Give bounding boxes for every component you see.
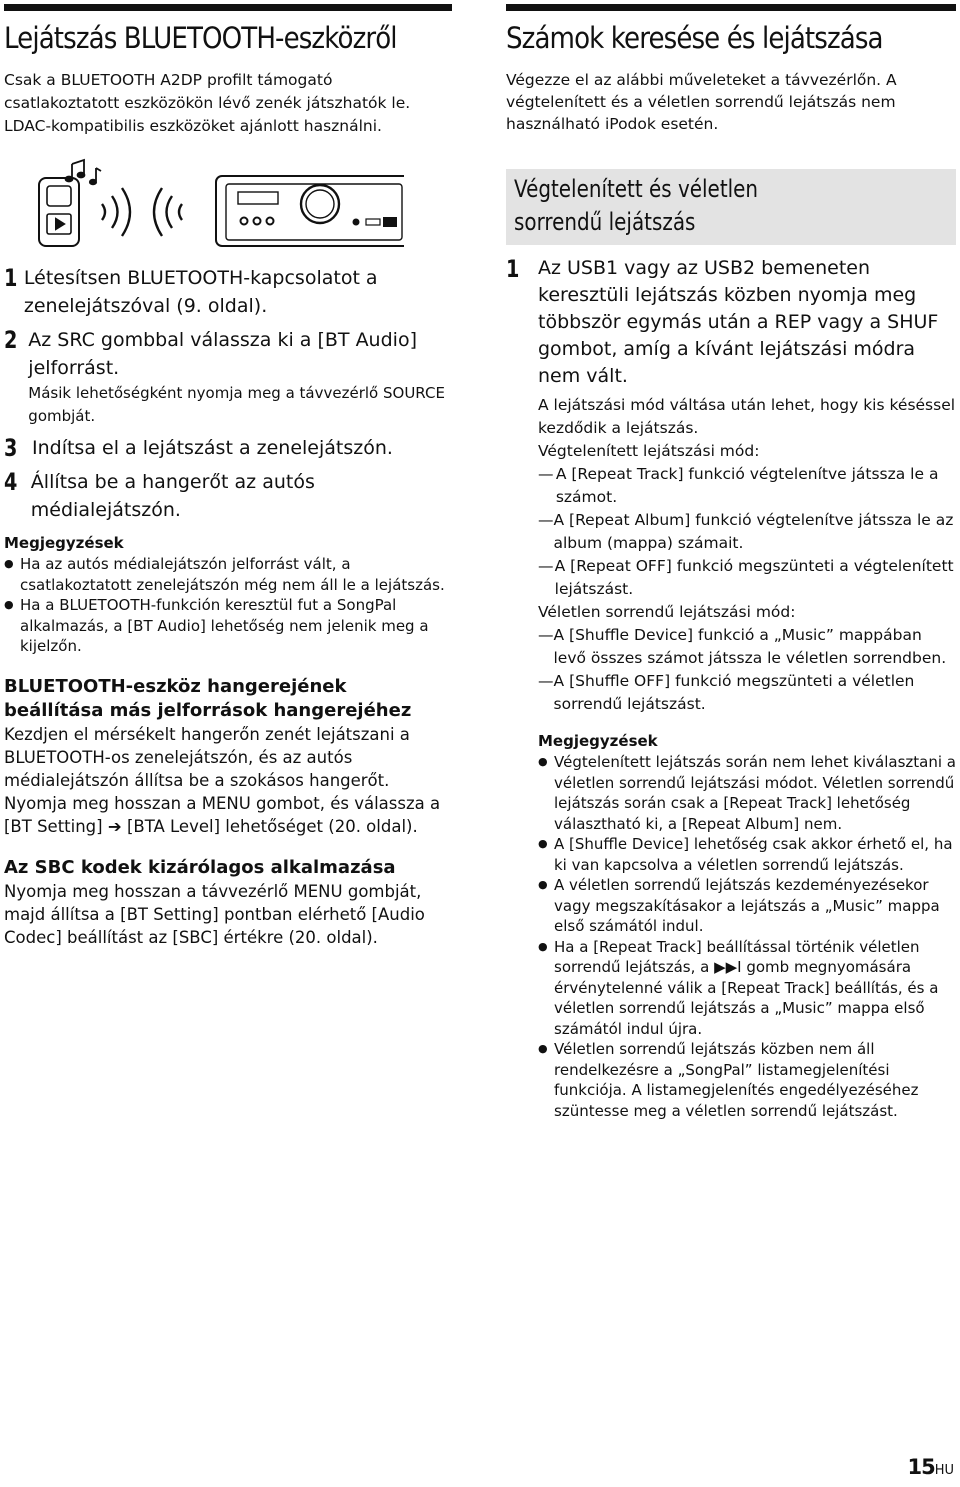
- step-text: Létesítsen BLUETOOTH-kapcsolatot a zenelejátszóval (9. oldal).: [23, 267, 378, 317]
- car-stereo-icon: [216, 176, 404, 246]
- list-item: ● Ha az autós médialejátszón jelforrást vált, a csatlakoztatott zenelejátszón még nem áll le a lejátszás.: [4, 554, 452, 595]
- subsection-heading-line2: sorrendű lejátszás: [514, 208, 696, 236]
- shuffle-mode-title: Véletlen sorrendű lejátszási mód:: [538, 603, 796, 621]
- page-language-suffix: HU: [934, 1463, 954, 1478]
- list-item: — A [Repeat OFF] funkció megszünteti a végtelenített lejátszást.: [538, 555, 956, 601]
- list-item-text: A [Shuffle OFF] funkció megszünteti a véletlen sorrendű lejátszást.: [553, 672, 915, 713]
- signal-waves-icon: [102, 188, 182, 236]
- section-body-sbc: Nyomja meg hosszan a távvezérlő MENU gombját, majd állítsa a [BT Setting] pontban elérhető [Audio Codec] beállítást az [SBC] értékre (20. oldal).: [4, 881, 425, 947]
- section-heading-volume: BLUETOOTH-eszköz hangerejének beállítása más jelforrások hangerejéhez: [4, 675, 412, 721]
- list-item: ● A [Shuffle Device] lehetőség csak akkor érhető el, ha ki van kapcsolva a véletlen sorrendű lejátszás.: [538, 834, 956, 875]
- left-title: Lejátszás BLUETOOTH-eszközről: [4, 21, 397, 55]
- repeat-mode-title: Végtelenített lejátszási mód:: [538, 442, 760, 460]
- step-text: Indítsa el a lejátszást a zenelejátszón.: [32, 437, 393, 459]
- step-3: [4, 434, 452, 462]
- step-subtext: A lejátszási mód váltása után lehet, hogy kis késéssel kezdődik a lejátszás.: [538, 396, 956, 437]
- top-rule-right: [506, 4, 956, 11]
- section-body-volume-2: [4, 792, 452, 838]
- right-column: [506, 0, 956, 1121]
- left-intro: Csak a BLUETOOTH A2DP profilt támogató csatlakoztatott eszközökön lévő zenék játszhatók le. LDAC-kompatibilis eszközöket ajánlott használni.: [4, 71, 411, 135]
- music-player-icon: [39, 178, 79, 246]
- step-1: [4, 264, 452, 320]
- page-number: [907, 1455, 954, 1479]
- step-number: 1: [506, 255, 520, 283]
- list-item: ● Végtelenített lejátszás során nem lehet kiválasztani a véletlen sorrendű lejátszási módot. Véletlen sorrendű lejátszás során csak a [Repeat Track] lehetőség választható ki, a [Repeat Album] nem.: [538, 752, 956, 834]
- right-notes-list: [538, 752, 956, 1121]
- music-note-icon: [66, 160, 102, 184]
- step-text: Az SRC gombbal válassza ki a [BT Audio] jelforrást.: [28, 329, 417, 379]
- subsection-heading-line1: Végtelenített és véletlen: [514, 175, 759, 203]
- step-text: Az USB1 vagy az USB2 bemeneten keresztüli lejátszás közben nyomja meg többször egymás után a REP vagy a SHUF gombot, amíg a kívánt lejátszási módra nem vált.: [538, 257, 939, 387]
- list-item: ● Ha a BLUETOOTH-funkción keresztül fut a SongPal alkalmazás, a [BT Audio] lehetőség nem jelenik meg a kijelzőn.: [4, 595, 452, 657]
- list-item-text: A [Shuffle Device] funkció a „Music” mappában levő összes számot játssza le véletlen sorrendben.: [553, 626, 947, 667]
- step-number: 1: [4, 264, 18, 292]
- body-text: [BTA Level] lehetőséget (20. oldal).: [126, 816, 418, 836]
- list-item: ● Ha a [Repeat Track] beállítással történik véletlen sorrendű lejátszás, a ▶▶I gomb megnyomására érvénytelenné válik a [Repeat Track] beállítás, és a véletlen sorrendű lejátszás a „Music” mappa első számától indul újra.: [538, 937, 956, 1040]
- step-text: Állítsa be a hangerőt az autós médialejátszón.: [30, 471, 315, 521]
- step-subtext: Másik lehetőségként nyomja meg a távvezérlő SOURCE gombját.: [28, 384, 445, 425]
- list-item: — A [Repeat Album] funkció végtelenítve játssza le az album (mappa) számait.: [538, 509, 956, 555]
- subsection-heading-box: [506, 169, 956, 245]
- step-number: 2: [4, 326, 18, 354]
- top-rule-left: [4, 4, 452, 11]
- list-item: ● Véletlen sorrendű lejátszás közben nem áll rendelkezésre a „SongPal” listamegjelenítési funkciója. A listamegjelenítés engedélyezéséhez szüntesse meg a véletlen sorrendű lejátszást.: [538, 1039, 956, 1121]
- body-text: Nyomja meg hosszan a MENU gombot, és válassza a [BT Setting]: [4, 793, 441, 836]
- arrow-right-icon: ➔: [107, 816, 122, 836]
- left-notes-title: Megjegyzések: [4, 534, 124, 552]
- right-notes: [538, 730, 956, 1121]
- left-column: [4, 0, 452, 949]
- right-step-1: [506, 255, 956, 716]
- list-item: — A [Shuffle OFF] funkció megszünteti a véletlen sorrendű lejátszást.: [538, 670, 956, 716]
- list-item-text: A [Repeat Album] funkció végtelenítve játssza le az album (mappa) számait.: [553, 511, 954, 552]
- right-title: Számok keresése és lejátszása: [506, 21, 883, 55]
- step-number: 4: [4, 468, 18, 496]
- section-heading-sbc: Az SBC kodek kizárólagos alkalmazása: [4, 856, 396, 878]
- left-notes-list: [4, 554, 452, 657]
- right-intro: Végezze el az alábbi műveleteket a távvezérlőn. A végtelenített és a véletlen sorrendű lejátszás nem használható iPodok esetén.: [506, 71, 897, 133]
- section-body-volume: Kezdjen el mérsékelt hangerőn zenét lejátszani a BLUETOOTH-os zenelejátszón, és az autós médialejátszón állítsa be a szokásos hangerőt.: [4, 724, 410, 790]
- list-item: — A [Shuffle Device] funkció a „Music” mappában levő összes számot játssza le véletlen sorrendben.: [538, 624, 956, 670]
- list-item: — A [Repeat Track] funkció végtelenítve játssza le a számot.: [538, 463, 956, 509]
- list-item-text: A [Repeat OFF] funkció megszünteti a végtelenített lejátszást.: [554, 557, 954, 598]
- step-2: [4, 326, 452, 428]
- page-number-value: 15: [907, 1455, 935, 1479]
- bluetooth-playback-illustration: [4, 154, 404, 250]
- right-notes-title: Megjegyzések: [538, 732, 658, 750]
- step-number: 3: [4, 434, 18, 462]
- left-steps: [4, 264, 452, 524]
- step-4: [4, 468, 452, 524]
- list-item: ● A véletlen sorrendű lejátszás kezdeményezésekor vagy megszakításakor a lejátszás a „Music” mappa első számától indul.: [538, 875, 956, 937]
- list-item-text: A [Repeat Track] funkció végtelenítve játssza le a számot.: [555, 465, 939, 506]
